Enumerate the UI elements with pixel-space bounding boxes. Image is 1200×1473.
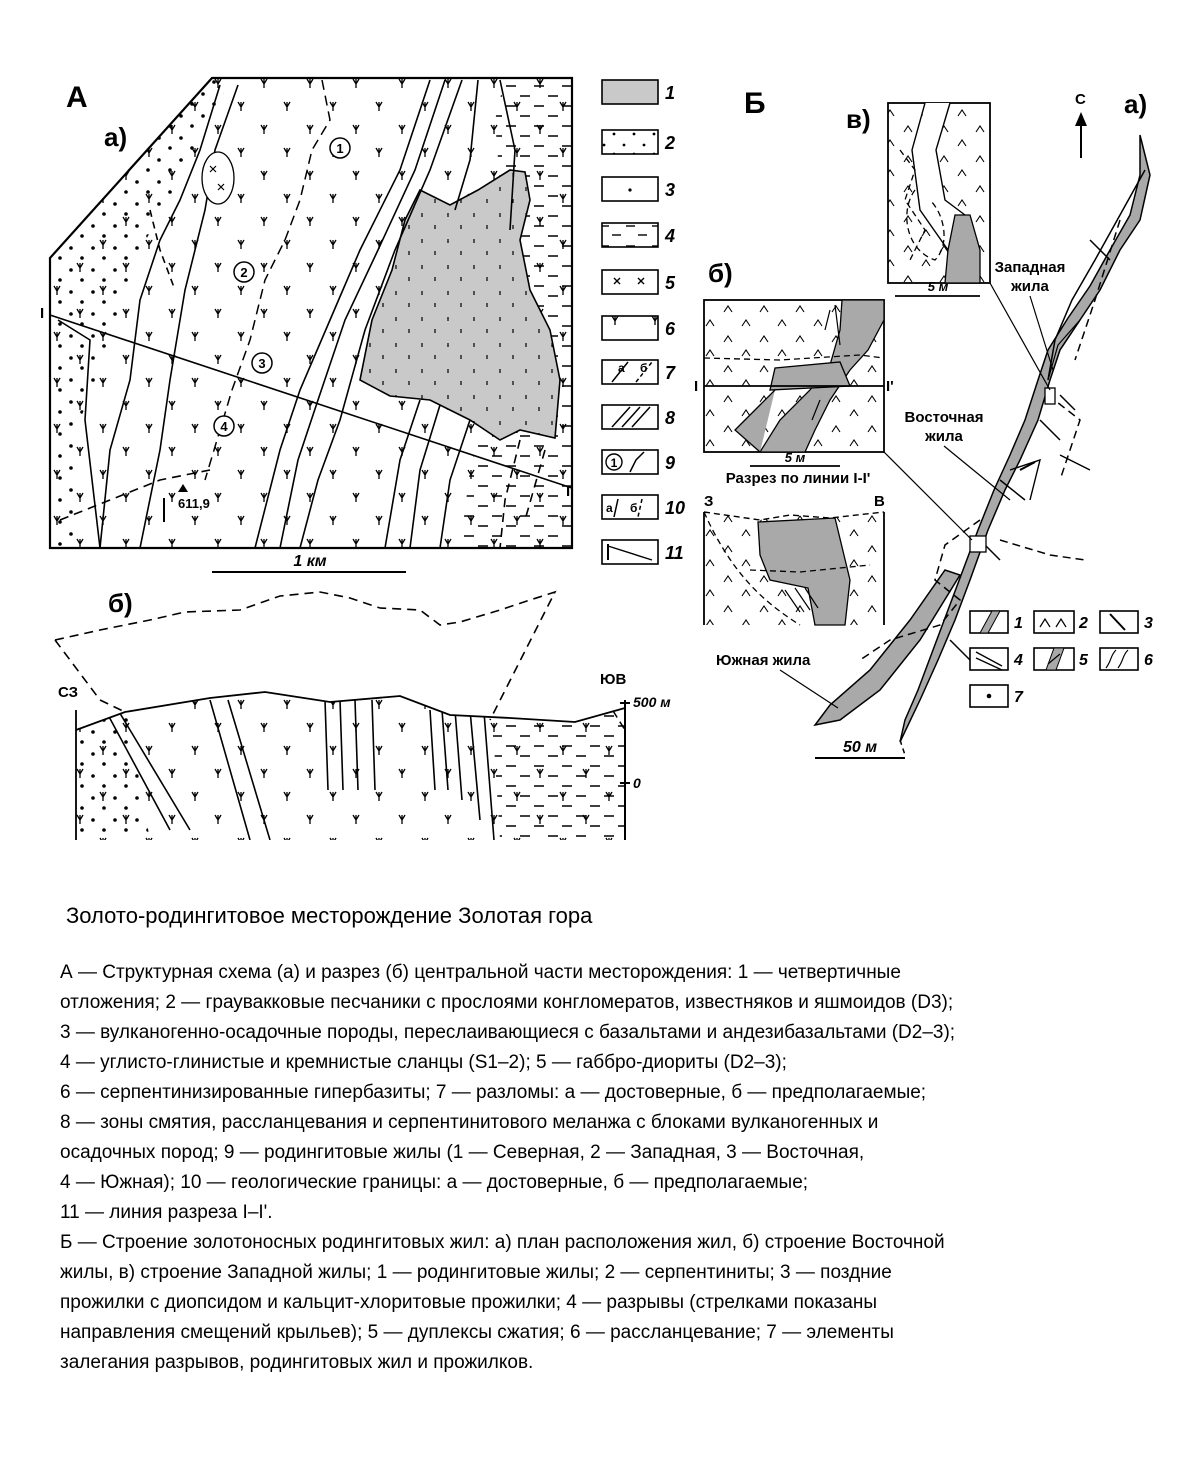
panel-b-label: Б [744,87,766,120]
west-vein-label-1: Западная [994,259,1066,276]
description-line: залегания разрывов, родингитовых жил и прожилков. [60,1352,534,1373]
structural-map [50,78,572,548]
description-line: 4 — углисто-глинистые и кремнистые сланцы (S1–2); 5 — габбро-диориты (D2–3); [60,1052,787,1073]
legend-a-2: 2 [665,133,676,153]
legend-b-2: 2 [1079,615,1088,632]
legend-b-6: 6 [1144,652,1153,669]
scale-50m-label: 50 м [842,739,878,756]
legend-a-3: 3 [665,180,676,200]
description-line: отложения; 2 — граувакковые песчаники с прослоями конгломератов, известняков и яшмоидов (D3); [60,992,954,1013]
description-line: 3 — вулканогенно-осадочные породы, переслаивающиеся с базальтами и андезибазальтами (D2–3); [60,1022,956,1043]
vein-number-4: 4 [220,419,228,434]
elevation-0-label: 0 [633,775,641,791]
description-line: 4 — Южная); 10 — геологические границы: а — достоверные, б — предполагаемые; [60,1172,809,1193]
legend-a-4: 4 [665,226,676,246]
inset-west-vein [888,103,990,283]
description-line: Б — Строение золотоносных родингитовых жил: а) план расположения жил, б) строение Восточной [60,1232,945,1253]
elevation-mark: 611,9 [178,496,210,511]
west-vein-label-2: жила [1011,278,1049,295]
description-line: 8 — зоны смятия, рассланцевания и серпентинитового меланжа с блоками вулканогенных и [60,1112,879,1133]
description-line: осадочных пород; 9 — родингитовые жилы (1 — Северная, 2 — Западная, 3 — Восточная, [60,1142,865,1163]
figure-description [60,958,1170,1378]
legend-b [970,611,1153,707]
legend10-a: а [606,501,613,515]
description-line: направления смещений крыльев); 5 — дуплексы сжатия; 6 — рассланцевание; 7 — элементы [60,1322,894,1343]
section-right-label: ЮВ [600,671,627,688]
legend-b-3: 3 [1144,615,1153,632]
elevation-500-label: 500 м [633,694,671,710]
legend-b-5: 5 [1079,652,1088,669]
inset-east-section [704,512,884,625]
legend-a-8: 8 [665,408,676,428]
cross-section [55,592,630,840]
scale-5m-east-label: 5 м [784,450,806,465]
section-left-label: СЗ [58,684,79,701]
north-label: С [1075,91,1086,108]
description-line: 6 — серпентинизированные гипербазиты; 7 — разломы: а — достоверные, б — предполагаемые; [60,1082,927,1103]
vein-number-3: 3 [258,356,266,371]
inset-east-vein [704,300,884,452]
legend-a-6: 6 [665,319,676,339]
legend7-b: б [640,361,648,375]
section-west-label: З [704,493,714,510]
legend-a [602,80,685,564]
east-vein-label-1: Восточная [904,409,984,426]
legend-a-1: 1 [665,83,676,103]
south-vein-label: Южная жила [716,652,811,669]
panel-a-section-label: б) [108,588,133,618]
description-line: А — Структурная схема (а) и разрез (б) центральной части месторождения: 1 — четвертичные [60,962,901,983]
legend9-number: 1 [610,456,618,470]
inset-line-I2: I' [886,378,894,395]
legend-b-1: 1 [1014,615,1023,632]
section-line-start: I [40,305,45,322]
panel-b-plan-label: а) [1124,89,1148,119]
legend-a-10: 10 [665,498,686,518]
east-vein-label-2: жила [925,428,963,445]
scale-5m-west-label: 5 м [927,279,949,294]
vein-number-2: 2 [240,265,248,280]
legend-a-7: 7 [665,363,676,383]
panel-b-west-label: в) [846,104,871,134]
panel-a-label: А [66,81,88,114]
inset-line-I: I [694,378,699,395]
description-line: жилы, в) строение Западной жилы; 1 — родингитовые жилы; 2 — серпентиниты; 3 — поздние [60,1262,892,1283]
panel-a-map-label: а) [104,122,128,152]
legend-b-4: 4 [1014,652,1023,669]
vein-number-1: 1 [336,141,344,156]
legend-b-7: 7 [1014,689,1023,706]
section-east-label: В [874,493,885,510]
section-I-I-title: Разрез по линии I-I' [725,470,871,487]
description-line: 11 — линия разреза I–I'. [60,1202,273,1223]
legend-a-9: 9 [665,453,676,473]
legend7-a: а [618,361,625,375]
legend-a-11: 11 [665,543,684,563]
scale-1km-label: 1 км [293,553,327,570]
north-arrow [1075,112,1087,158]
legend10-b: б [630,501,638,515]
section-line-end: I' [566,483,574,500]
panel-b [694,87,1153,758]
legend-a-5: 5 [665,273,676,293]
description-line: прожилки с диопсидом и кальцит-хлоритовые прожилки; 4 — разрывы (стрелками показаны [60,1292,878,1313]
panel-b-east-label: б) [708,258,733,288]
panel-a [40,78,685,840]
figure-caption: Золото-родингитовое месторождение Золотая гора [66,903,593,928]
